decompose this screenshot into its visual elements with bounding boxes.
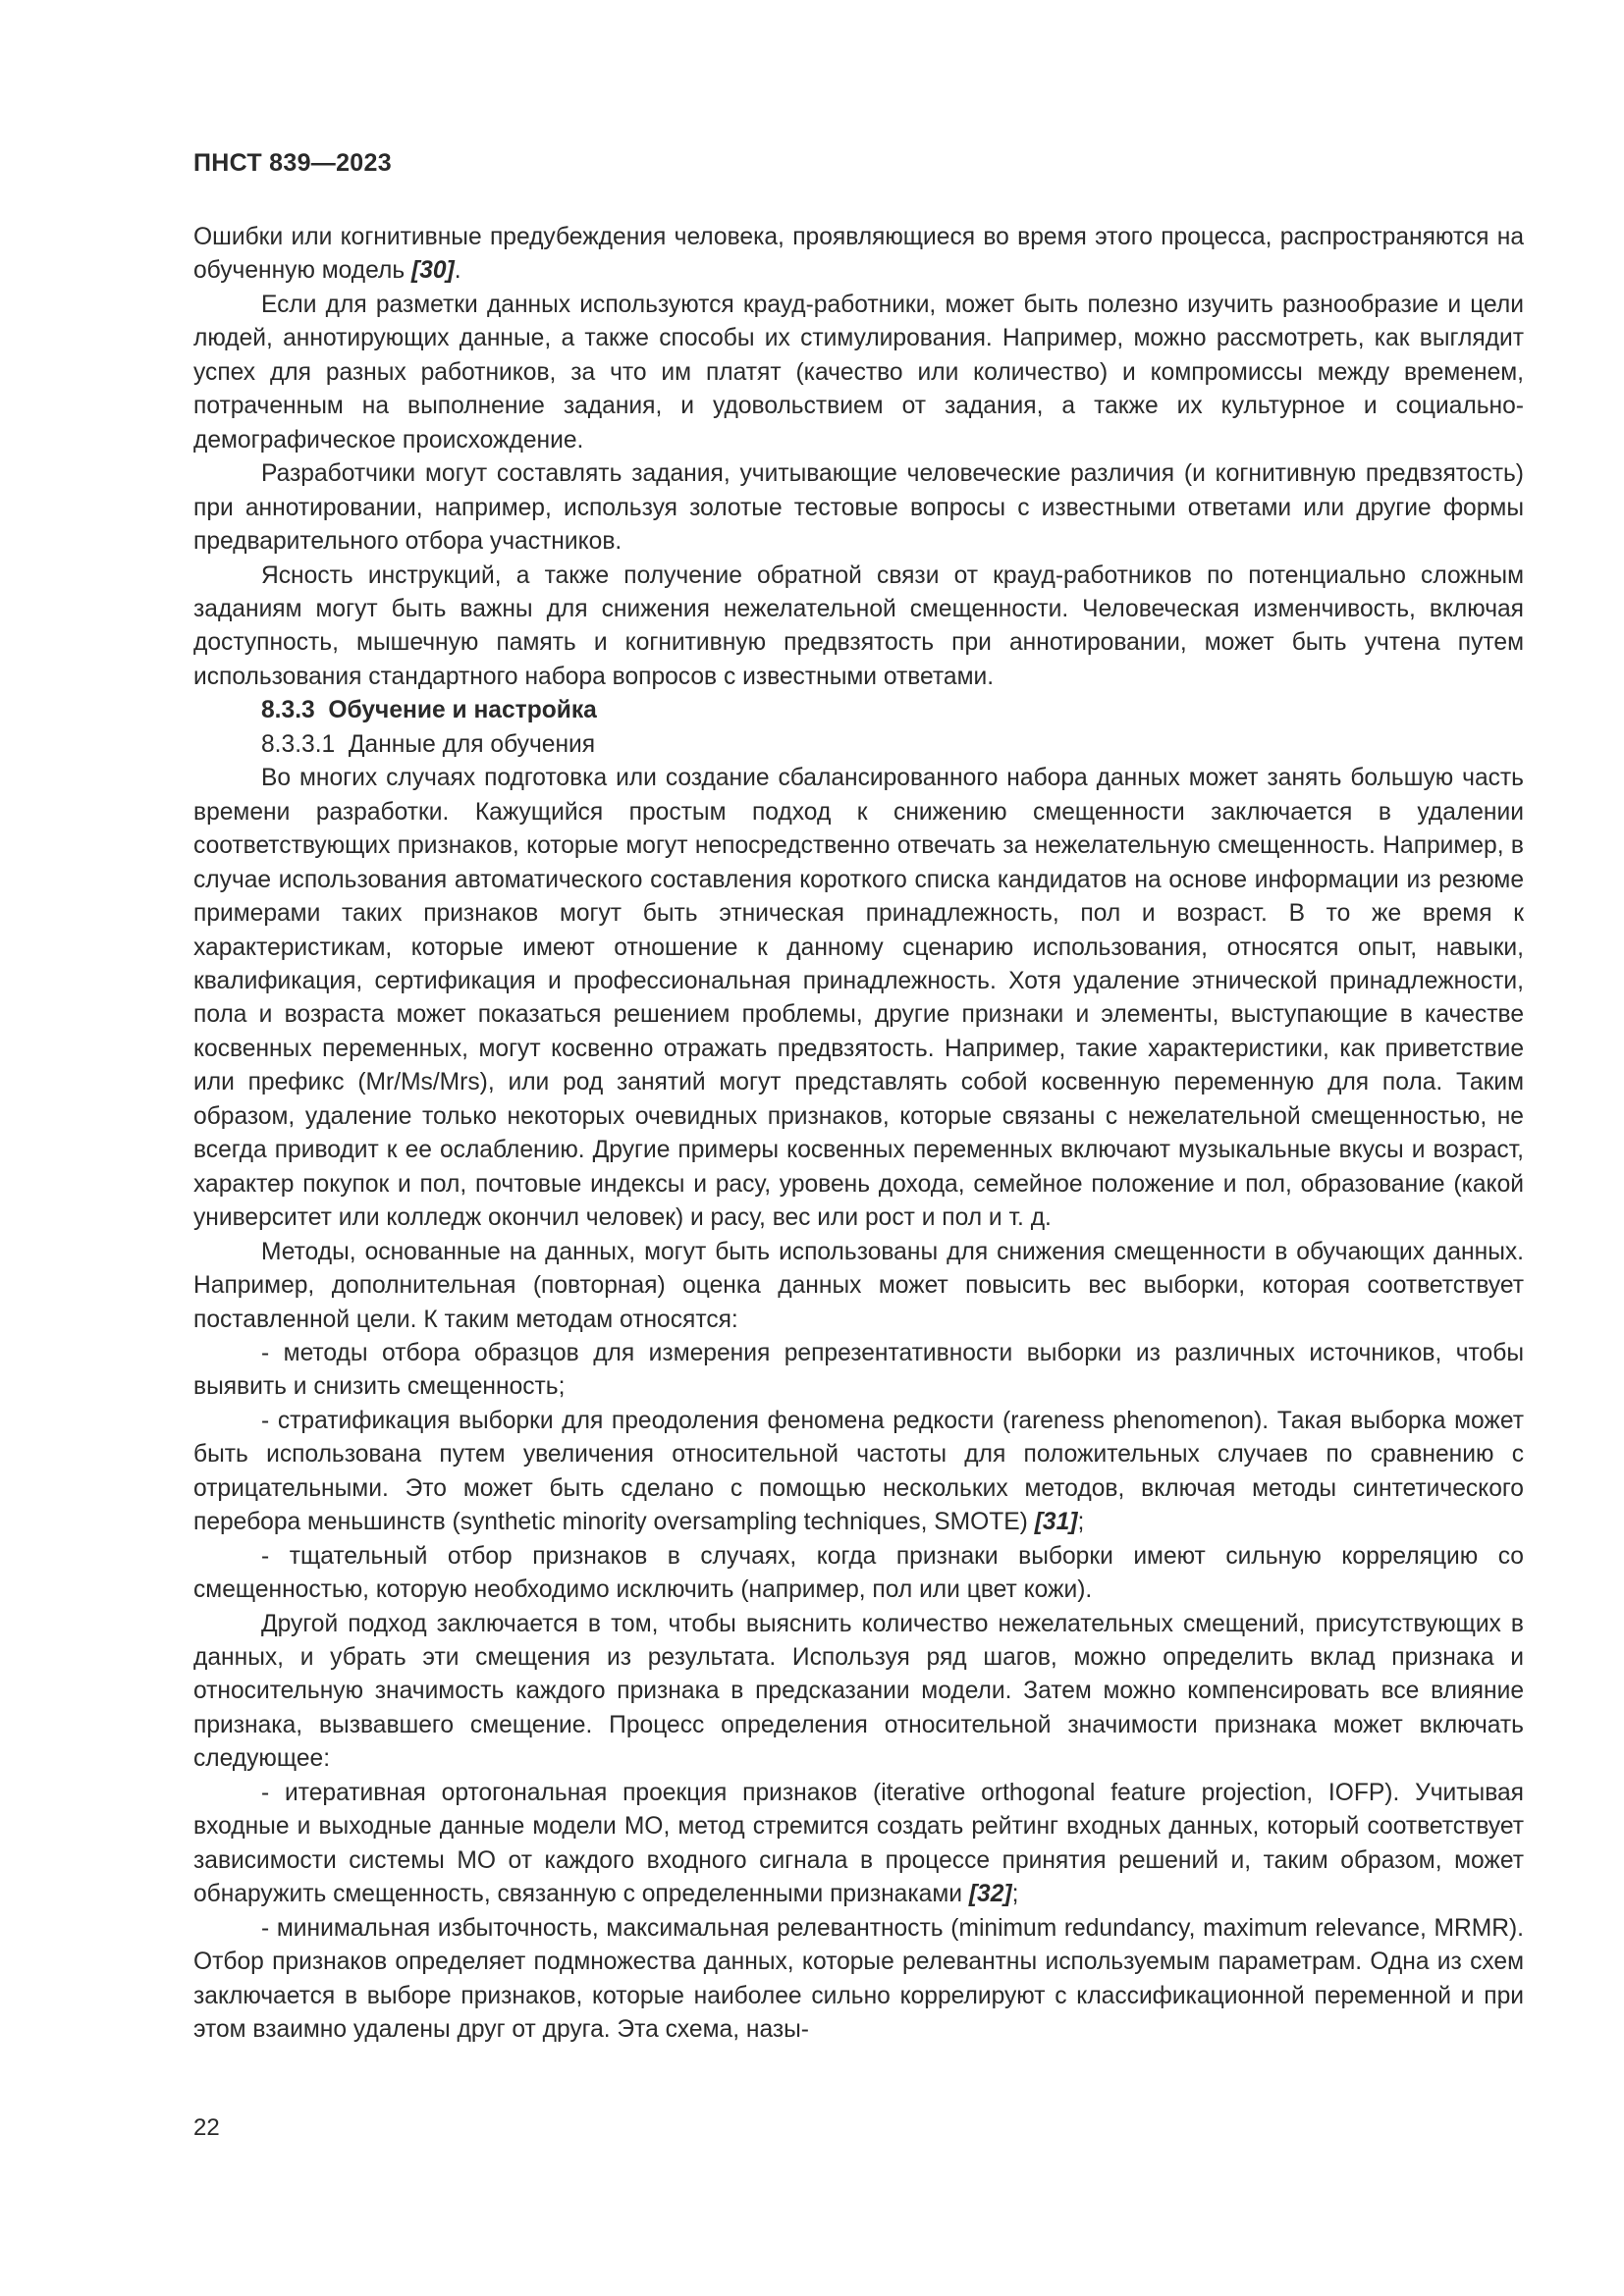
list-item: - минимальная избыточность, максимальная релевантность (minimum redundancy, maximum relevance, MRMR). Отбор признаков определяет подмножества данных, которые релевантны используемым параметрам. Одна из схем заключается в выборе признаков, которые наиболее сильно коррелируют с классификационной переменной и при этом взаимно удалены друг от друга. Эта схема, назы-	[193, 1914, 1524, 2044]
paragraph: Если для разметки данных используются крауд-работники, может быть полезно изучить разнообразие и цели людей, аннотирующих данные, а также способы их стимулирования. Например, можно рассмотреть, как выглядит успех для разных работников, за что им платят (качество или количество) и компромиссы между временем, потраченным на выполнение задания, и удовольствием от задания, а также их культурное и социально-демографическое происхождение.	[193, 291, 1524, 454]
document-body	[193, 221, 1524, 2047]
paragraph: Разработчики могут составлять задания, учитывающие человеческие различия (и когнитивную предвзятость) при аннотировании, например, используя золотые тестовые вопросы с известными ответами или другие формы предварительного отбора участников.	[193, 460, 1524, 556]
paragraph: Ошибки или когнитивные предубеждения человека, проявляющиеся во время этого процесса, распространяются на обученную модель [30].	[193, 224, 1524, 285]
citation-30: [30]	[411, 257, 455, 285]
list-item: - итеративная ортогональная проекция признаков (iterative orthogonal feature projection, IOFP). Учитывая входные и выходные данные модели МО, метод стремится создать рейтинг входных данных, который соответствует зависимости системы МО от каждого входного сигнала в процессе принятия решений и, таким образом, может обнаружить смещенность, связанную с определенными признаками [32];	[193, 1779, 1524, 1908]
paragraph: Ясность инструкций, а также получение обратной связи от крауд-работников по потенциально сложным заданиям могут быть важны для снижения нежелательной смещенности. Человеческая изменчивость, включая доступность, мышечную память и когнитивную предвзятость при аннотировании, может быть учтена путем использования стандартного набора вопросов с известными ответами.	[193, 561, 1524, 690]
list-item: - методы отбора образцов для измерения репрезентативности выборки из различных источников, чтобы выявить и снизить смещенность;	[193, 1339, 1524, 1401]
section-heading: 8.3.3 Обучение и настройка	[261, 697, 597, 724]
citation-32: [32]	[968, 1881, 1012, 1908]
paragraph: Методы, основанные на данных, могут быть использованы для снижения смещенности в обучающих данных. Например, дополнительная (повторная) оценка данных может повысить вес выборки, которая соответствует поставленной цели. К таким методам относятся:	[193, 1238, 1524, 1333]
page-number: 22	[193, 2114, 220, 2141]
document-header: ПНСТ 839—2023	[193, 149, 392, 177]
paragraph: Другой подход заключается в том, чтобы выяснить количество нежелательных смещений, присутствующих в данных, и убрать эти смещения из результата. Используя ряд шагов, можно определить вклад признака и относительную значимость каждого признака в предсказании модели. Затем можно компенсировать все влияние признака, вызвавшего смещение. Процесс определения относительной значимости признака может включать следующее:	[193, 1610, 1524, 1773]
list-item: - стратификация выборки для преодоления феномена редкости (rareness phenomenon). Такая выборка может быть использована путем увеличения относительной частоты для положительных случаев по сравнению с отрицательными. Это может быть сделано с помощью нескольких методов, включая методы синтетического перебора меньшинств (synthetic minority oversampling techniques, SMOTE) [31];	[193, 1407, 1524, 1536]
subsection-heading: 8.3.3.1 Данные для обучения	[261, 730, 596, 758]
list-item: - тщательный отбор признаков в случаях, когда признаки выборки имеют сильную корреляцию со смещенностью, которую необходимо исключить (например, пол или цвет кожи).	[193, 1542, 1524, 1604]
paragraph: Во многих случаях подготовка или создание сбалансированного набора данных может занять большую часть времени разработки. Кажущийся простым подход к снижению смещенности заключается в удалении соответствующих признаков, которые могут непосредственно отвечать за нежелательную смещенность. Например, в случае использования автоматического составления короткого списка кандидатов на основе информации из резюме примерами таких признаков могут быть этническая принадлежность, пол и возраст. В то же время к характеристикам, которые имеют отношение к данному сценарию использования, относятся опыт, навыки, квалификация, сертификация и профессиональная принадлежность. Хотя удаление этнической принадлежности, пола и возраста может показаться решением проблемы, другие признаки и элементы, выступающие в качестве косвенных переменных, могут косвенно отражать предвзятость. Например, такие характеристики, как приветствие или префикс (Mr/Ms/Mrs), или род занятий могут представлять собой косвенную переменную для пола. Таким образом, удаление только некоторых очевидных признаков, которые связаны с нежелательной смещенностью, не всегда приводит к ее ослаблению. Другие примеры косвенных переменных включают музыкальные вкусы и возраст, характер покупок и пол, почтовые индексы и расу, уровень дохода, семейное положение и пол, образование (какой университет или колледж окончил человек) и расу, вес или рост и пол и т. д.	[193, 765, 1524, 1232]
citation-31: [31]	[1034, 1509, 1078, 1536]
